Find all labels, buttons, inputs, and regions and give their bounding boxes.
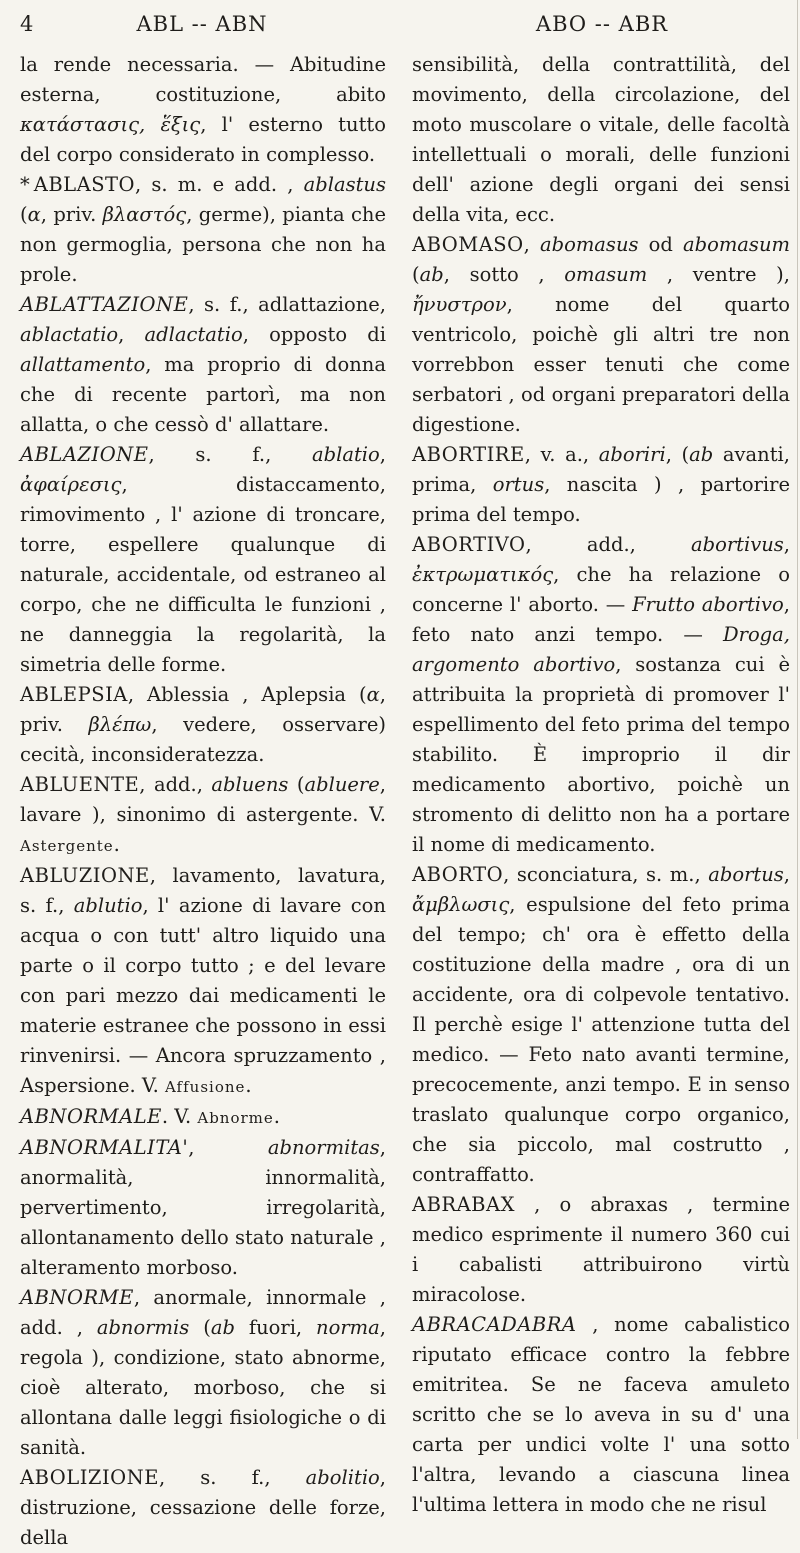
entry-abortire: ABORTIRE, v. a., aboriri, (ab avanti, prima, ortus, nascita ) , partorire prima del tempo. bbox=[412, 443, 790, 526]
headword: ABOMASO bbox=[412, 233, 524, 256]
running-head-right: ABO -- ABR bbox=[535, 12, 669, 36]
entry-abluzione: ABLUZIONE, lavamento, lavatura, s. f., ablutio, l' azione di lavare con acqua o con tutt' altro liquido una parte o il corpo tutto ; e del levare con pari mezzo dai medicamenti le materie estranee che possono in essi rinvenirsi. — Ancora spruzzamento , Aspersione. V. Affusione. bbox=[20, 864, 386, 1097]
entry-aborto: ABORTO, sconciatura, s. m., abortus, ἄμβλωσις, espulsione del feto prima del tempo; ch' ora è effetto della costituzione della madre , ora di un accidente, ora di colpevole tentativo. Il perchè esige l' attenzione tutta del medico. — Feto nato avanti termine, precocemente, anzi tempo. E in senso traslato qualunque corpo organico, che sia piccolo, mal costrutto , contraffatto. bbox=[412, 863, 790, 1186]
cross-reference: Affusione bbox=[164, 1078, 246, 1096]
headword: ABLUENTE bbox=[20, 773, 140, 796]
headword: ABRACADABRA bbox=[412, 1313, 577, 1336]
headword: ABNORMALITA' bbox=[20, 1136, 189, 1159]
headword: ABRABAX bbox=[412, 1193, 515, 1216]
headword: ABLATTAZIONE bbox=[20, 293, 189, 316]
page-header bbox=[0, 12, 800, 52]
running-head-left: ABL -- ABN bbox=[136, 12, 268, 36]
page-edge-divider bbox=[797, 0, 798, 1439]
left-column bbox=[20, 50, 386, 1549]
entry-abomaso: ABOMASO, abomasus od abomasum (ab, sotto , omasum , ventre ), ἤνυστρον, nome del quarto ventricolo, poichè gli altri tre non vorrebbon esser tenuti che come serbatori , od organi preparatori della digestione. bbox=[412, 233, 790, 436]
headword: ABNORMALE bbox=[20, 1105, 162, 1128]
headword: ABLAZIONE bbox=[20, 443, 149, 466]
headword: ABNORME bbox=[20, 1286, 134, 1309]
headword: ABLUZIONE bbox=[20, 864, 150, 887]
entry-abolizione: ABOLIZIONE, s. f., abolitio, distruzione, cessazione delle forze, della bbox=[20, 1466, 386, 1549]
headword: ABLEPSIA bbox=[20, 683, 128, 706]
headword: ABORTO bbox=[412, 863, 504, 886]
cross-reference: Abnorme bbox=[197, 1109, 274, 1127]
entry-abracadabra: ABRACADABRA , nome cabalistico riputato efficace contro la febbre emitritea. Se ne faceva amuleto scritto che se lo aveva in su d' una carta per undici volte l' una sotto l'altra, levando a ciascuna linea l'ultima lettera in modo che ne risul bbox=[412, 1313, 790, 1516]
entry-abnormale: ABNORMALE. V. Abnorme. bbox=[20, 1105, 280, 1128]
continuation-paragraph: sensibilità, della contrattilità, del movimento, della circolazione, del moto muscolare o vitale, delle facoltà intellettuali o morali, delle funzioni dell' azione degli organi dei sensi della vita, ecc. bbox=[412, 53, 790, 226]
headword: ABOLIZIONE bbox=[20, 1466, 159, 1489]
entry-abnorme: ABNORME, anormale, innormale , add. , abnormis (ab fuori, norma, regola ), condizione, stato abnorme, cioè alterato, morboso, che si allontana dalle leggi fisiologiche o di sanità. bbox=[20, 1286, 386, 1459]
entry-abluente: ABLUENTE, add., abluens (abluere, lavare ), sinonimo di astergente. V. Astergente. bbox=[20, 773, 386, 856]
entry-abrabax: ABRABAX , o abraxas , termine medico esprimente il numero 360 cui i cabalisti attribuirono virtù miracolose. bbox=[412, 1193, 790, 1306]
entry-abnormalita: ABNORMALITA', abnormitas, anormalità, innormalità, pervertimento, irregolarità, allontanamento dello stato naturale , alteramento morboso. bbox=[20, 1136, 386, 1279]
page-number: 4 bbox=[20, 12, 35, 36]
cross-reference: Astergente bbox=[20, 837, 114, 855]
headword: ABLASTO bbox=[33, 173, 136, 196]
entry-abortivo: ABORTIVO, add., abortivus, ἐκτρωματικός, che ha relazione o concerne l' aborto. — Frutto abortivo, feto nato anzi tempo. — Droga, argomento abortivo, sostanza cui è attribuita la proprietà di promover l' espellimento del feto prima del tempo stabilito. È improprio il dir medicamento abortivo, poichè un stromento di delitto non ha a portare il nome di medicamento. bbox=[412, 533, 790, 856]
right-column bbox=[412, 50, 790, 1516]
headword: ABORTIVO bbox=[412, 533, 526, 556]
entry-ablazione: ABLAZIONE, s. f., ablatio, ἀφαίρεσις, distaccamento, rimovimento , l' azione di troncare, torre, espellere qualunque di naturale, accidentale, od estraneo al corpo, che ne difficulta le funzioni , ne danneggia la regolarità, la simetria delle forme. bbox=[20, 443, 386, 676]
continuation-paragraph: la rende necessaria. — Abitudine esterna, costituzione, abito κατάστασις, ἕξις, l' esterno tutto del corpo considerato in complesso. bbox=[20, 53, 386, 166]
entry-ablepsia: ABLEPSIA, Ablessia , Aplepsia (α, priv. βλέπω, vedere, osservare) cecità, inconsideratezza. bbox=[20, 683, 386, 766]
entry-ablattazione: ABLATTAZIONE, s. f., adlattazione, ablactatio, adlactatio, opposto di allattamento, ma proprio di donna che di recente partorì, ma non allatta, o che cessò d' allattare. bbox=[20, 293, 386, 436]
entry-ablasto: * ABLASTO, s. m. e add. , ablastus (α, priv. βλαστός, germe), pianta che non germoglia, persona che non ha prole. bbox=[20, 173, 386, 286]
headword: ABORTIRE bbox=[412, 443, 525, 466]
